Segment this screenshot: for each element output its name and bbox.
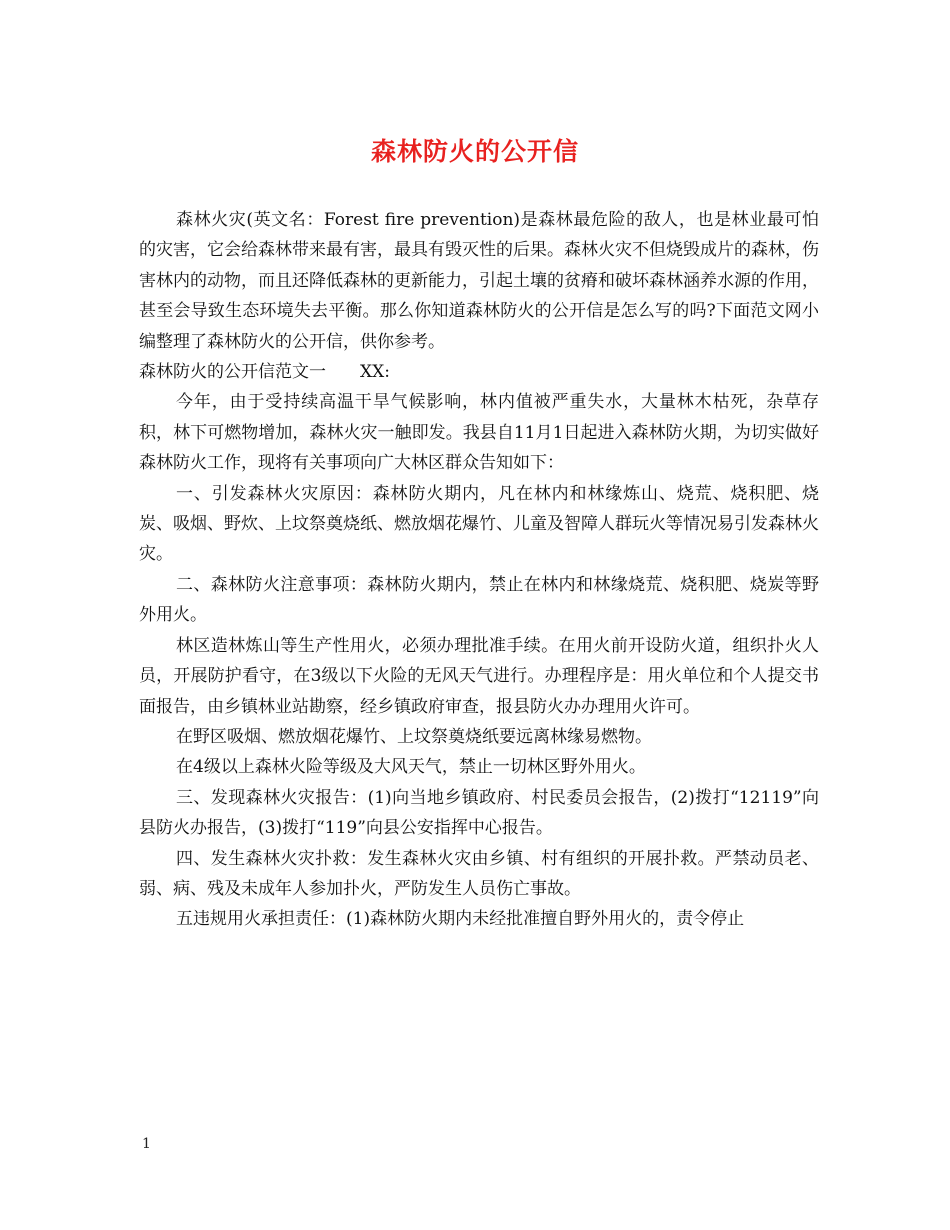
paragraph-intro: 森林火灾(英文名：Forest fire prevention)是森林最危险的敌人，也是林业最可怕的灾害，它会给森林带来最有害，最具有毁灭性的后果。森林火灾不但烧毁成片的森林，伤害林内的动物，而且还降低森林的更新能力，引起土壤的贫瘠和破坏森林涵养水源的作用，甚至会导致生态环境失去平衡。那么你知道森林防火的公开信是怎么写的吗?下面范文网小编整理了森林防火的公开信，供你参考。 xyxy=(139,210,819,352)
paragraph-smoking-rule: 在野区吸烟、燃放烟花爆竹、上坟祭奠烧纸要远离林缘易燃物。 xyxy=(176,726,652,747)
paragraph-liability: 五违规用火承担责任：(1)森林防火期内未经批准擅自野外用火的，责令停止 xyxy=(176,909,745,930)
page-number: 1 xyxy=(142,1136,151,1152)
paragraph-wind-rule: 在4级以上森林火险等级及大风天气，禁止一切林区野外用火。 xyxy=(176,757,646,778)
document-title: 森林防火的公开信 xyxy=(370,137,579,166)
paragraph-firefighting: 四、发生森林火灾扑救：发生森林火灾由乡镇、村有组织的开展扑救。严禁动员老、弱、病、残及未成年人参加扑火，严防发生人员伤亡事故。 xyxy=(139,848,819,899)
paragraph-fire-causes: 一、引发森林火灾原因：森林防火期内，凡在林内和林缘炼山、烧荒、烧积肥、烧炭、吸烟、野炊、上坟祭奠烧纸、燃放烟花爆竹、儿童及智障人群玩火等情况易引发森林火灾。 xyxy=(139,483,819,565)
paragraph-reporting: 三、发现森林火灾报告：(1)向当地乡镇政府、村民委员会报告，(2)拨打“12119”向县防火办报告，(3)拨打“119”向县公安指挥中心报告。 xyxy=(139,787,819,839)
paragraph-background: 今年，由于受持续高温干旱气候影响，林内值被严重失水，大量林木枯死，杂草存积，林下可燃物增加，森林火灾一触即发。我县自11月1日起进入森林防火期，为切实做好森林防火工作，现将有关事项向广大林区群众告知如下： xyxy=(139,392,819,474)
paragraph-section-heading: 森林防火的公开信范文一 XX: xyxy=(139,362,390,383)
paragraph-precautions: 二、森林防火注意事项：森林防火期内，禁止在林内和林缘烧荒、烧积肥、烧炭等野外用火。 xyxy=(139,574,819,626)
paragraph-production-fire: 林区造林炼山等生产性用火，必须办理批准手续。在用火前开设防火道，组织扑火人员，开展防护看守，在3级以下火险的无风天气进行。办理程序是：用火单位和个人提交书面报告，由乡镇林业站勘察，经乡镇政府审查，报县防火办办理用火许可。 xyxy=(139,635,819,717)
document-body xyxy=(139,205,819,935)
